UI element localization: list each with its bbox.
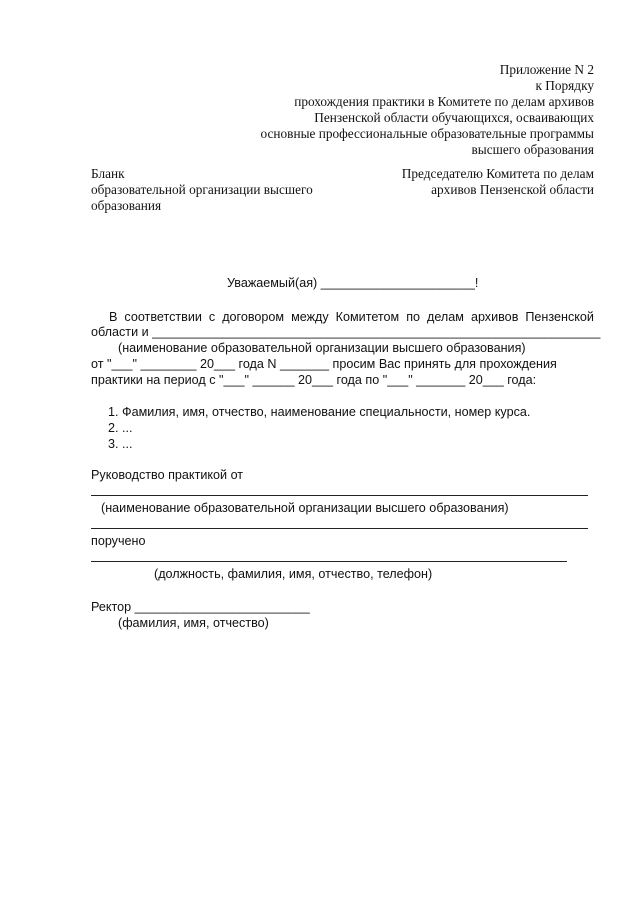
student-list-item: 2. ... — [108, 421, 133, 435]
letterhead-line: Бланк — [91, 166, 125, 181]
assigned-label: поручено — [91, 534, 146, 548]
appendix-line: прохождения практики в Комитете по делам архивов — [294, 94, 594, 109]
org-name-caption: (наименование образовательной организации высшего образования) — [118, 341, 526, 355]
appendix-line: к Порядку — [535, 78, 594, 93]
letterhead-line: образовательной организации высшего — [91, 182, 313, 197]
rector-signature-line: Ректор _________________________ — [91, 600, 310, 614]
body-word: делам — [427, 310, 464, 324]
appendix-line: основные профессиональные образовательные программы — [260, 126, 594, 141]
appendix-header — [261, 62, 594, 158]
practice-period-line: практики на период с "___" ______ 20___ года по "___" _______ 20___ года: — [91, 373, 537, 387]
addressee-line: Председателю Комитета по делам — [401, 166, 594, 181]
supervision-org-caption: (наименование образовательной организации высшего образования) — [101, 501, 509, 515]
body-paragraph-line-1 — [91, 309, 594, 325]
letterhead-line: образования — [91, 198, 162, 213]
appendix-line: Пензенской области обучающихся, осваивающих — [314, 110, 594, 125]
supervision-org-blank-line-2 — [91, 528, 588, 529]
addressee-block — [402, 166, 594, 198]
supervision-label: Руководство практикой от — [91, 468, 244, 482]
body-word: Пензенской — [525, 310, 594, 324]
supervisor-blank-line — [91, 561, 567, 562]
letterhead-placeholder — [91, 166, 351, 214]
rector-name-caption: (фамилия, имя, отчество) — [118, 616, 269, 630]
appendix-line: Приложение N 2 — [499, 62, 594, 77]
body-paragraph-line-2: области и ________________________________________________________________ — [91, 325, 601, 339]
appendix-line: высшего образования — [471, 142, 594, 157]
body-word: между — [291, 310, 329, 324]
body-word: В — [109, 310, 118, 324]
body-word: архивов — [470, 310, 519, 324]
salutation: Уважаемый(ая) ______________________! — [227, 276, 479, 290]
supervisor-caption: (должность, фамилия, имя, отчество, телефон) — [154, 567, 433, 581]
addressee-line: архивов Пензенской области — [431, 182, 594, 197]
student-list-item: 1. Фамилия, имя, отчество, наименование специальности, номер курса. — [108, 405, 531, 419]
body-word: по — [406, 310, 421, 324]
body-word: с — [208, 310, 216, 324]
contract-date-line: от "___" ________ 20___ года N _______ просим Вас принять для прохождения — [91, 357, 557, 371]
body-word: соответствии — [124, 310, 202, 324]
body-word: Комитетом — [335, 310, 400, 324]
student-list-item: 3. ... — [108, 437, 133, 451]
supervision-org-blank-line — [91, 495, 588, 496]
body-word: договором — [222, 310, 285, 324]
